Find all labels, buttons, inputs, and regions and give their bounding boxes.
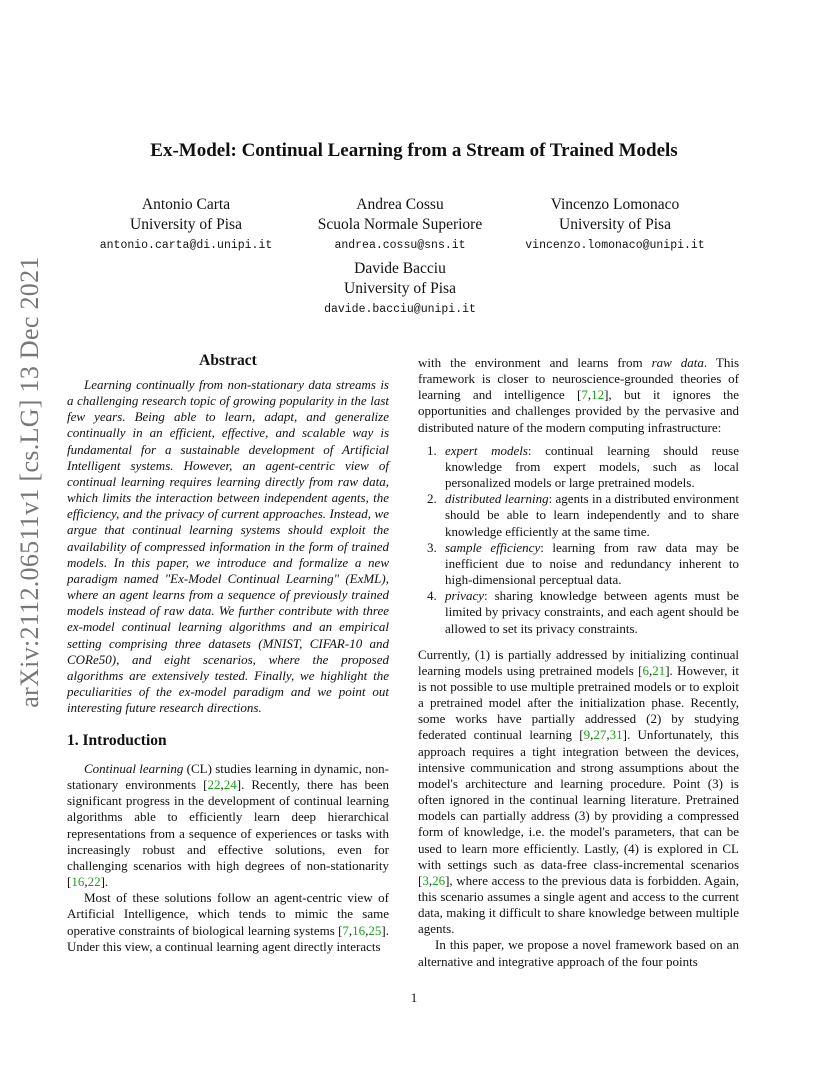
author-affiliation: University of Pisa [344,280,456,297]
citation-link[interactable]: 25 [368,922,382,938]
term-continual-learning: Continual learning [84,761,184,776]
author-affiliation: University of Pisa [559,216,671,233]
list-item: 2. distributed learning: agents in a distributed environment should be able to learn independently and to share knowledge efficiently at the same time. [427,491,739,539]
abstract-text: Learning continually from non-stationary data streams is a challenging research topic of growing popularity in the last few years. Being able to learn, adapt, and generalize continually in an efficient, effective, and scalable way is fundamental for a sustainable development of Artificial Intelligent systems. However, an agent-centric view of continual learning requires learning directly from raw data, which limits the interaction between independent agents, the efficiency, and the privacy of current approaches. Instead, we argue that continual learning systems should exploit the availability of compressed information in the form of trained models. In this paper, we introduce and formalize a new paradigm named "Ex-Model Continual Learning" (ExML), where an agent learns from a sequence of previously trained models instead of raw data. We further contribute with three ex-model continual learning algorithms and an empirical setting comprising three datasets (MNIST, CIFAR-10 and CORe50), and eight scenarios, where the proposed algorithms are extensively tested. Finally, we highlight the peculiarities of the ex-model paradigm and we point out interesting future research directions. [67,377,389,716]
citation-link[interactable]: 24 [223,777,237,793]
citation-link[interactable]: 21 [652,662,666,678]
author-email: andrea.cossu@sns.it [334,239,466,252]
author-email: antonio.carta@di.unipi.it [99,239,273,252]
author-block-2 [294,195,506,257]
citation-link[interactable]: 27 [593,727,607,743]
right-paragraph-1: with the environment and learns from raw data. This framework is closer to neuroscience-grounded theories of learning and intelligence [7,12], but it ignores the opportunities and challenges provided by the pervasive and distributed nature of the modern computing infrastructure: [418,355,739,435]
author-affiliation: University of Pisa [130,216,242,233]
introduction-left-column [67,761,389,955]
citation-link[interactable]: 22 [207,777,221,793]
arxiv-id-text: arXiv:2112.06511v1 [cs.LG] 13 Dec 2021 [15,256,44,708]
section-heading-introduction: 1. Introduction [67,732,167,749]
page-number: 1 [410,990,418,1005]
author-email: vincenzo.lomonaco@unipi.it [525,239,705,252]
right-paragraph-3: In this paper, we propose a novel framework based on an alternative and integrative approach of the four points [418,937,739,969]
right-paragraph-2: Currently, (1) is partially addressed by initializing continual learning models using pretrained models [6,21]. However, it is not possible to use multiple pretrained models or to exploit a pretrained model after the initialization phase. Recently, some works have partially addressed (2) by studying federated continual learning [9,27,31]. Unfortunately, this approach requires a tight integration between the devices, intensive communication and strong assumptions about the model's architecture and learning procedure. Point (3) is often ignored in the continual learning literature. Pretrained models can partially address (3) by providing a compressed form of knowledge, i.e. the model's parameters, that can be used to learn more efficiently. Lastly, (4) is explored in CL with settings such as data-free class-incremental scenarios [3,26], where access to the previous data is forbidden. Again, this scenario assumes a single agent and access to the current data, making it difficult to share knowledge between multiple agents. [418,646,740,937]
author-block-1 [86,195,286,257]
list-item: 1. expert models: continual learning should reuse knowledge from expert models, such as local personalized models or large pretrained models. [427,442,740,491]
list-item: 4. privacy: sharing knowledge between agents must be limited by privacy constraints, and each agent should be allowed to set its privacy constraints. [427,588,739,636]
author-name: Vincenzo Lomonaco [550,196,680,213]
paper-title: Ex-Model: Continual Learning from a Stream of Trained Models [150,140,678,161]
author-name: Andrea Cossu [356,196,444,213]
citation-link[interactable]: 6 [642,662,649,678]
author-block-4 [294,259,506,321]
arxiv-identifier-stamp [12,256,48,708]
abstract-heading: Abstract [199,352,257,369]
author-affiliation: Scuola Normale Superiore [317,216,483,233]
list-item: 3. sample efficiency: learning from raw data may be inefficient due to noise and redundancy inherent to high-dimensional perceptual data. [427,539,739,588]
citation-link[interactable]: 3 [422,872,429,888]
author-name: Davide Bacciu [354,260,446,277]
author-block-3 [510,195,720,257]
intro-paragraph-1: Continual learning (CL) studies learning in dynamic, non-stationary environments [22,24]. Recently, there has been significant progress in the development of continual learning algorithms able to efficiently learn deep hierarchical representations from a sequence of experiences or tasks with increasingly robust and effective solutions, even for challenging scenarios with high degrees of non-stationarity [16,22]. [67,761,390,890]
intro-paragraph-2: Most of these solutions follow an agent-centric view of Artificial Intelligence, which tends to mimic the same operative constraints of biological learning systems [7,16,25]. Under this view, a continual learning agent directly interacts [67,890,389,954]
citation-link[interactable]: 12 [591,387,605,403]
citation-link[interactable]: 16 [71,874,85,890]
abstract-body [67,377,389,716]
citation-link[interactable]: 22 [87,874,101,890]
citation-link[interactable]: 7 [342,922,349,938]
numbered-list [418,443,739,637]
citation-link[interactable]: 7 [581,387,588,403]
author-email: davide.bacciu@unipi.it [324,303,476,316]
right-column [418,355,739,970]
citation-link[interactable]: 9 [583,727,591,743]
author-name: Antonio Carta [141,196,231,213]
citation-link[interactable]: 26 [432,872,446,888]
citation-link[interactable]: 31 [609,727,623,743]
citation-link[interactable]: 16 [352,922,366,938]
